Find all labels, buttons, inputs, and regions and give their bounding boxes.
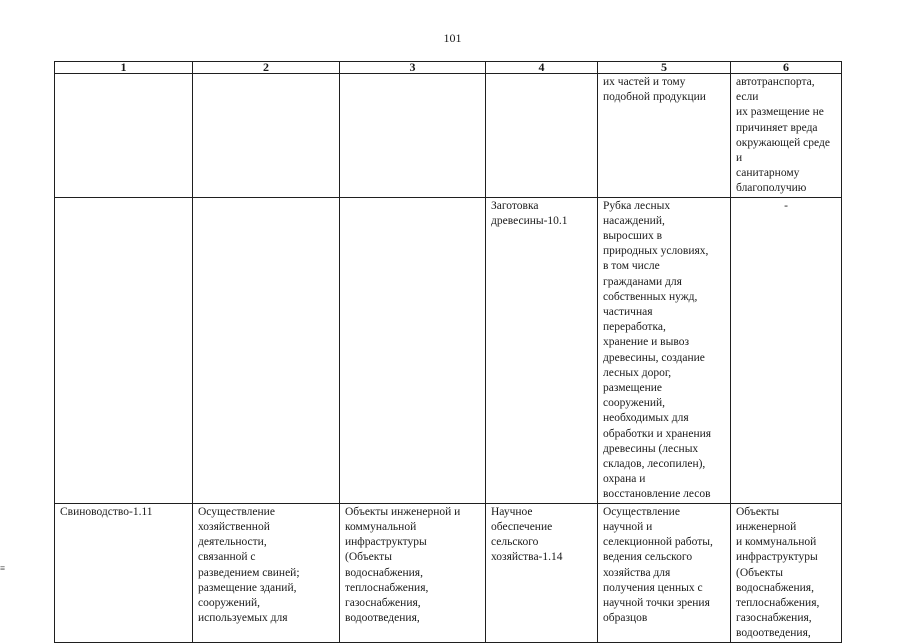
- column-header-1: 1: [55, 62, 193, 74]
- land-use-table: [54, 61, 842, 643]
- table-cell: [486, 74, 598, 198]
- column-header-3: 3: [340, 62, 486, 74]
- table-cell: [193, 197, 340, 503]
- table-cell: [55, 74, 193, 198]
- table-cell: -: [731, 197, 842, 503]
- page-number: 101: [443, 31, 462, 45]
- column-header-5: 5: [598, 62, 731, 74]
- header-row: [55, 62, 842, 74]
- table-cell: автотранспорта, если их размещение не причиняет вреда окружающей среде и санитарному благополучию: [731, 74, 842, 198]
- margin-mark: ≡: [0, 563, 6, 573]
- column-header-2: 2: [193, 62, 340, 74]
- table-cell: их частей и тому подобной продукции: [598, 74, 731, 198]
- table-cell: Свиноводство-1.11: [55, 503, 193, 642]
- table-cell: Рубка лесных насаждений, выросших в природных условиях, в том числе гражданами для собственных нужд, частичная переработка, хранение и вывоз древесины, создание лесных дорог, размещение сооружений, необходимых для обработки и хранения древесины (лесных складов, лесопилен), охрана и восстановление лесов: [598, 197, 731, 503]
- column-header-6: 6: [731, 62, 842, 74]
- table-row: [55, 74, 842, 198]
- table-row: [55, 503, 842, 642]
- table-cell: Объекты инженерной и коммунальной инфраструктуры (Объекты водоснабжения, теплоснабжения, газоснабжения, водоотведения,: [731, 503, 842, 642]
- table-cell: Заготовка древесины-10.1: [486, 197, 598, 503]
- table-cell: Осуществление научной и селекционной работы, ведения сельского хозяйства для получения ценных с научной точки зрения образцов: [598, 503, 731, 642]
- table-row: [55, 197, 842, 503]
- table-cell: [340, 197, 486, 503]
- table-cell: Научное обеспечение сельского хозяйства-1.14: [486, 503, 598, 642]
- table-cell: [340, 74, 486, 198]
- table-cell: [193, 74, 340, 198]
- table-cell: [55, 197, 193, 503]
- table-cell: Осуществление хозяйственной деятельности, связанной с разведением свиней; размещение зданий, сооружений, используемых для: [193, 503, 340, 642]
- column-header-4: 4: [486, 62, 598, 74]
- table-cell: Объекты инженерной и коммунальной инфраструктуры (Объекты водоснабжения, теплоснабжения, газоснабжения, водоотведения,: [340, 503, 486, 642]
